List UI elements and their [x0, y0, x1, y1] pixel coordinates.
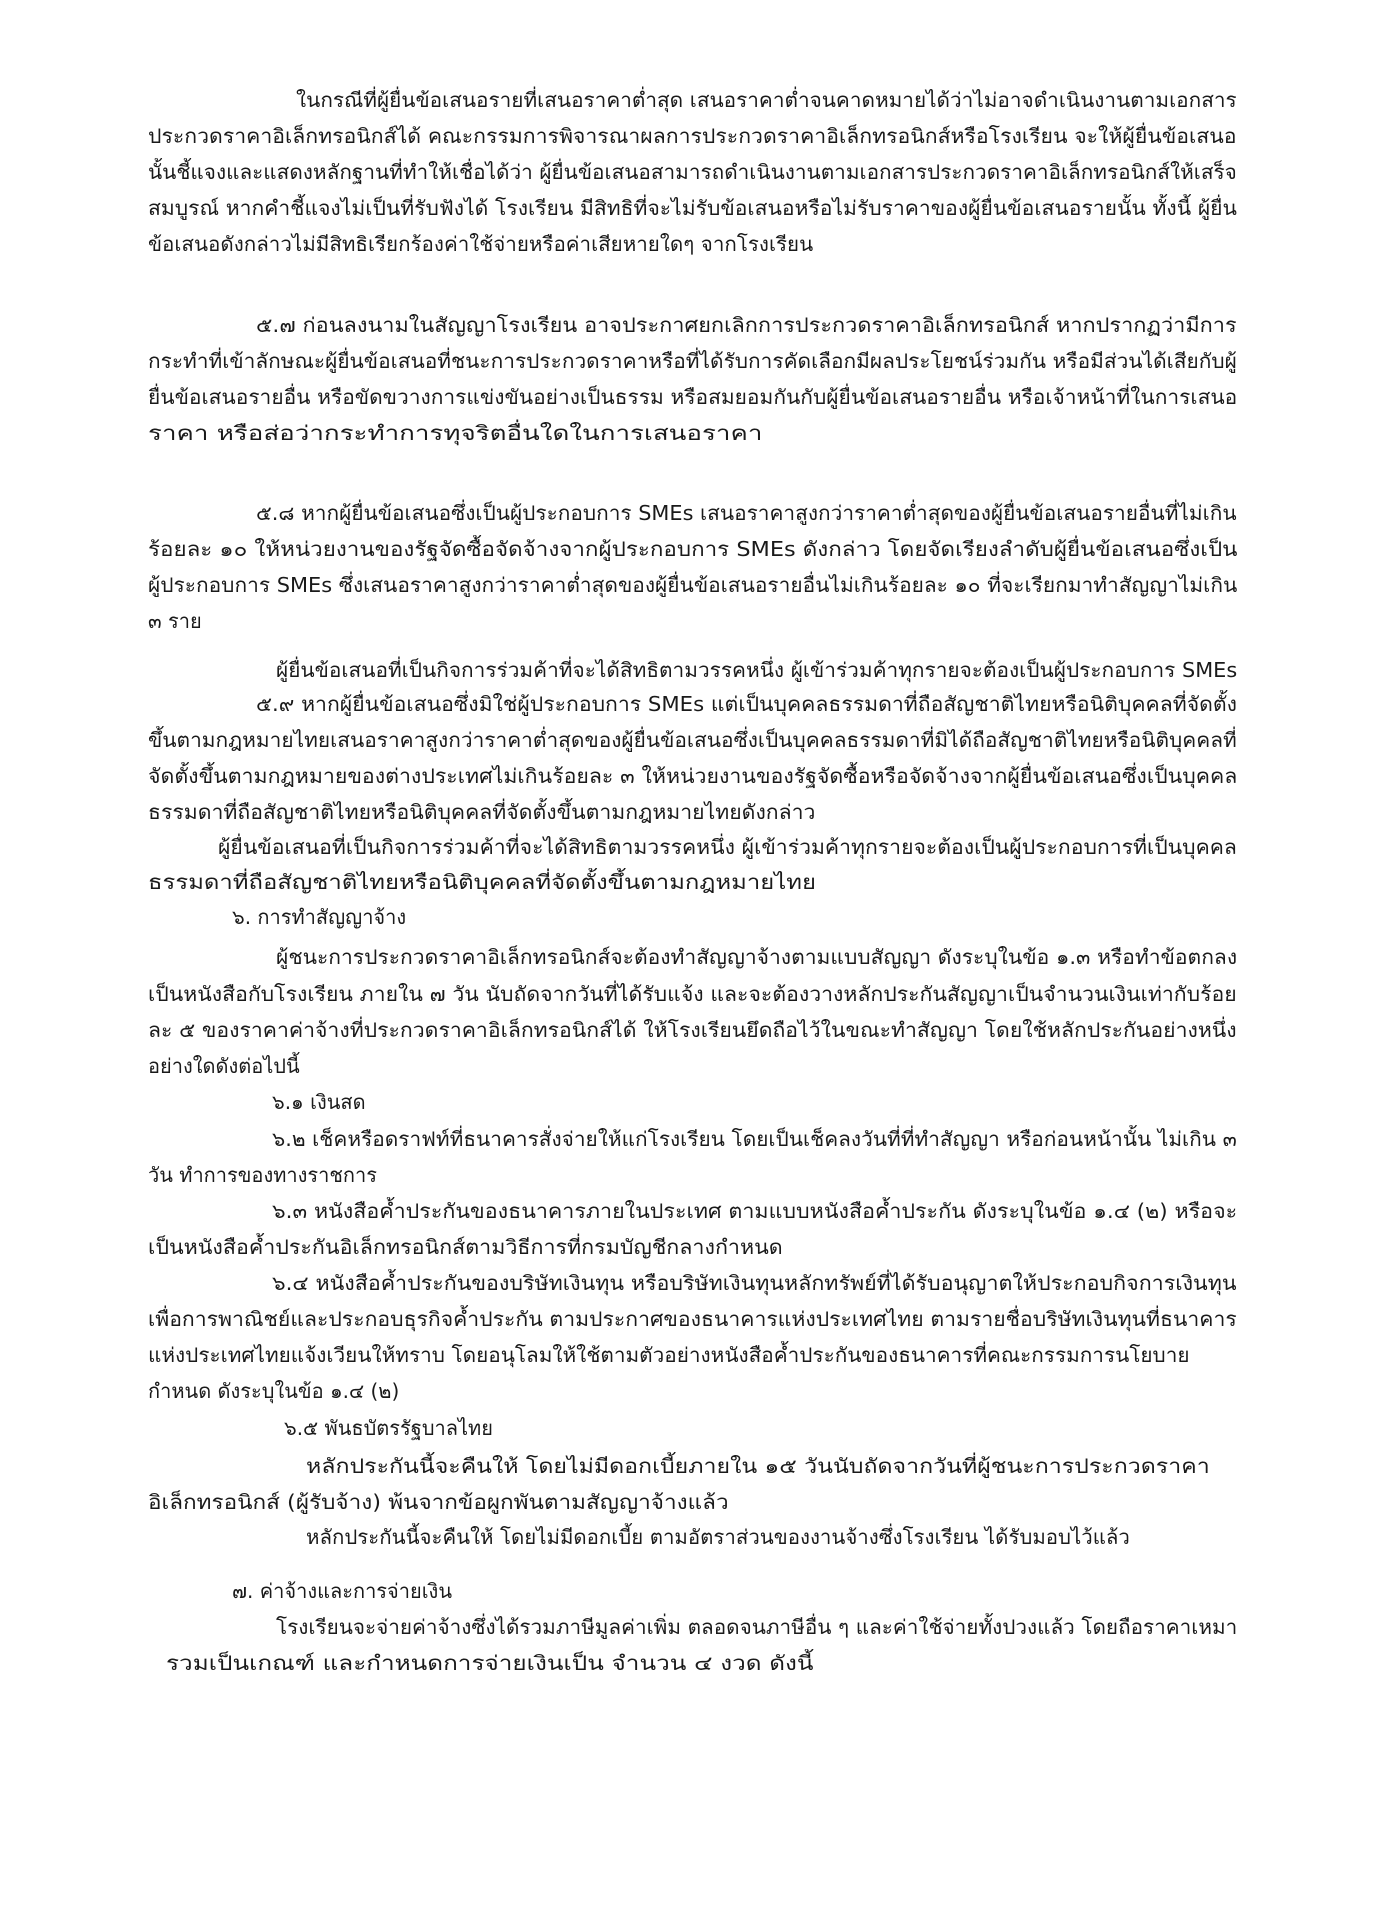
text-line: ผู้ชนะการประกวดราคาอิเล็กทรอนิกส์จะต้องทำสัญญาจ้างตามแบบสัญญา ดังระบุในข้อ ๑.๓ หรือทำข้อตกลง: [276, 945, 1238, 969]
text-line: หลักประกันนี้จะคืนให้ โดยไม่มีดอกเบี้ยภายใน ๑๕ วันนับถัดจากวันที่ผู้ชนะการประกวดราคา: [306, 1454, 1210, 1478]
text-line: ผู้ประกอบการ SMEs ซึ่งเสนอราคาสูงกว่าราคาต่ำสุดของผู้ยื่นข้อเสนอรายอื่นไม่เกินร้อยละ ๑๐ ที่จะเรียกมาทำสัญญาไม่เกิน: [148, 573, 1238, 597]
text-line: ๓ ราย: [148, 609, 202, 633]
text-line: จัดตั้งขึ้นตามกฎหมายของต่างประเทศไม่เกินร้อยละ ๓ ให้หน่วยงานของรัฐจัดซื้อหรือจัดจ้างจากผู้ยื่นข้อเสนอซึ่งเป็นบุคคล: [148, 764, 1238, 788]
text-line: โรงเรียนจะจ่ายค่าจ้างซึ่งได้รวมภาษีมูลค่าเพิ่ม ตลอดจนภาษีอื่น ๆ และค่าใช้จ่ายทั้งปวงแล้ว โดยถือราคาเหมา: [276, 1615, 1238, 1639]
text-line: ประกวดราคาอิเล็กทรอนิกส์ได้ คณะกรรมการพิจารณาผลการประกวดราคาอิเล็กทรอนิกส์หรือโรงเรียน จะให้ผู้ยื่นข้อเสนอ: [148, 124, 1237, 148]
text-line: ๗. ค่าจ้างและการจ่ายเงิน: [232, 1579, 452, 1603]
text-line: สมบูรณ์ หากคำชี้แจงไม่เป็นที่รับฟังได้ โรงเรียน มีสิทธิที่จะไม่รับข้อเสนอหรือไม่รับราคาของผู้ยื่นข้อเสนอรายนั้น ทั้งนี้ ผู้ยื่น: [148, 196, 1237, 220]
text-line: อย่างใดดังต่อไปนี้: [148, 1054, 300, 1078]
text-line: ๖.๔ หนังสือค้ำประกันของบริษัทเงินทุน หรือบริษัทเงินทุนหลักทรัพย์ที่ได้รับอนุญาตให้ประกอบกิจการเงินทุน: [272, 1271, 1237, 1295]
text-line: ๕.๙ หากผู้ยื่นข้อเสนอซึ่งมิใช่ผู้ประกอบการ SMEs แต่เป็นบุคคลธรรมดาที่ถือสัญชาติไทยหรือนิติบุคคลที่จัดตั้ง: [256, 692, 1238, 716]
text-line: หลักประกันนี้จะคืนให้ โดยไม่มีดอกเบี้ย ตามอัตราส่วนของงานจ้างซึ่งโรงเรียน ได้รับมอบไว้แล้ว: [306, 1525, 1130, 1549]
text-line: วัน ทำการของทางราชการ: [148, 1163, 378, 1187]
text-line: ละ ๕ ของราคาค่าจ้างที่ประกวดราคาอิเล็กทรอนิกส์ได้ ให้โรงเรียนยึดถือไว้ในขณะทำสัญญา โดยใช้หลักประกันอย่างหนึ่ง: [148, 1018, 1237, 1042]
text-line: ร้อยละ ๑๐ ให้หน่วยงานของรัฐจัดซื้อจัดจ้างจากผู้ประกอบการ SMEs ดังกล่าว โดยจัดเรียงลำดับผู้ยื่นข้อเสนอซึ่งเป็น: [148, 537, 1238, 561]
text-line: ขึ้นตามกฎหมายไทยเสนอราคาสูงกว่าราคาต่ำสุดของผู้ยื่นข้อเสนอซึ่งเป็นบุคคลธรรมดาที่มิได้ถือสัญชาติไทยหรือนิติบุคคลที่: [148, 728, 1237, 752]
text-line: เพื่อการพาณิชย์และประกอบธุรกิจค้ำประกัน ตามประกาศของธนาคารแห่งประเทศไทย ตามรายชื่อบริษัทเงินทุนที่ธนาคาร: [148, 1307, 1237, 1331]
text-line: ๕.๘ หากผู้ยื่นข้อเสนอซึ่งเป็นผู้ประกอบการ SMEs เสนอราคาสูงกว่าราคาต่ำสุดของผู้ยื่นข้อเสนอรายอื่นที่ไม่เกิน: [256, 501, 1237, 525]
text-line: ยื่นข้อเสนอรายอื่น หรือขัดขวางการแข่งขันอย่างเป็นธรรม หรือสมยอมกันกับผู้ยื่นข้อเสนอรายอื่น หรือเจ้าหน้าที่ในการเสนอ: [148, 385, 1238, 409]
text-line: ๖. การทำสัญญาจ้าง: [232, 905, 407, 929]
text-line: ในกรณีที่ผู้ยื่นข้อเสนอรายที่เสนอราคาต่ำสุด เสนอราคาต่ำจนคาดหมายได้ว่าไม่อาจดำเนินงานตามเอกสาร: [296, 88, 1237, 112]
text-line: ราคา หรือส่อว่ากระทำการทุจริตอื่นใดในการเสนอราคา: [148, 421, 763, 445]
text-line: ๖.๕ พันธบัตรรัฐบาลไทย: [284, 1416, 493, 1440]
text-line: ๖.๑ เงินสด: [272, 1090, 366, 1114]
text-line: ๖.๓ หนังสือค้ำประกันของธนาคารภายในประเทศ ตามแบบหนังสือค้ำประกัน ดังระบุในข้อ ๑.๔ (๒) หรือจะ: [272, 1199, 1238, 1223]
text-line: แห่งประเทศไทยแจ้งเวียนให้ทราบ โดยอนุโลมให้ใช้ตามตัวอย่างหนังสือค้ำประกันของธนาคารที่คณะกรรมการนโยบาย: [148, 1343, 1190, 1367]
text-line: ผู้ยื่นข้อเสนอที่เป็นกิจการร่วมค้าที่จะได้สิทธิตามวรรคหนึ่ง ผู้เข้าร่วมค้าทุกรายจะต้องเป็นผู้ประกอบการ SMEs: [276, 658, 1238, 682]
text-line: กระทำที่เข้าลักษณะผู้ยื่นข้อเสนอที่ชนะการประกวดราคาหรือที่ได้รับการคัดเลือกมีผลประโยชน์ร่วมกัน หรือมีส่วนได้เสียกับผู้: [148, 349, 1237, 373]
text-line: รวมเป็นเกณฑ์ และกำหนดการจ่ายเงินเป็น จำนวน ๔ งวด ดังนี้: [166, 1651, 814, 1675]
text-line: ๖.๒ เช็คหรือดราฟท์ที่ธนาคารสั่งจ่ายให้แก่โรงเรียน โดยเป็นเช็คลงวันที่ที่ทำสัญญา หรือก่อนหน้านั้น ไม่เกิน ๓: [272, 1127, 1237, 1151]
text-line: เป็นหนังสือค้ำประกันอิเล็กทรอนิกส์ตามวิธีการที่กรมบัญชีกลางกำหนด: [148, 1235, 783, 1259]
text-line: ธรรมดาที่ถือสัญชาติไทยหรือนิติบุคคลที่จัดตั้งขึ้นตามกฎหมายไทย: [148, 870, 816, 894]
text-line: นั้นชี้แจงและแสดงหลักฐานที่ทำให้เชื่อได้ว่า ผู้ยื่นข้อเสนอสามารถดำเนินงานตามเอกสารประกวดราคาอิเล็กทรอนิกส์ให้เสร็จ: [148, 160, 1237, 184]
text-line: ๕.๗ ก่อนลงนามในสัญญาโรงเรียน อาจประกาศยกเลิกการประกวดราคาอิเล็กทรอนิกส์ หากปรากฏว่ามีการ: [256, 313, 1237, 337]
text-line: อิเล็กทรอนิกส์ (ผู้รับจ้าง) พ้นจากข้อผูกพันตามสัญญาจ้างแล้ว: [148, 1490, 729, 1514]
text-line: เป็นหนังสือกับโรงเรียน ภายใน ๗ วัน นับถัดจากวันที่ได้รับแจ้ง และจะต้องวางหลักประกันสัญญาเป็นจำนวนเงินเท่ากับร้อย: [148, 982, 1237, 1006]
text-line: ข้อเสนอดังกล่าวไม่มีสิทธิเรียกร้องค่าใช้จ่ายหรือค่าเสียหายใดๆ จากโรงเรียน: [148, 232, 814, 256]
text-line: กำหนด ดังระบุในข้อ ๑.๔ (๒): [148, 1379, 400, 1403]
text-line: ผู้ยื่นข้อเสนอที่เป็นกิจการร่วมค้าที่จะได้สิทธิตามวรรคหนึ่ง ผู้เข้าร่วมค้าทุกรายจะต้องเป็นผู้ประกอบการที่เป็นบุคคล: [218, 835, 1237, 859]
text-line: ธรรมดาที่ถือสัญชาติไทยหรือนิติบุคคลที่จัดตั้งขึ้นตามกฎหมายไทยดังกล่าว: [148, 800, 816, 824]
